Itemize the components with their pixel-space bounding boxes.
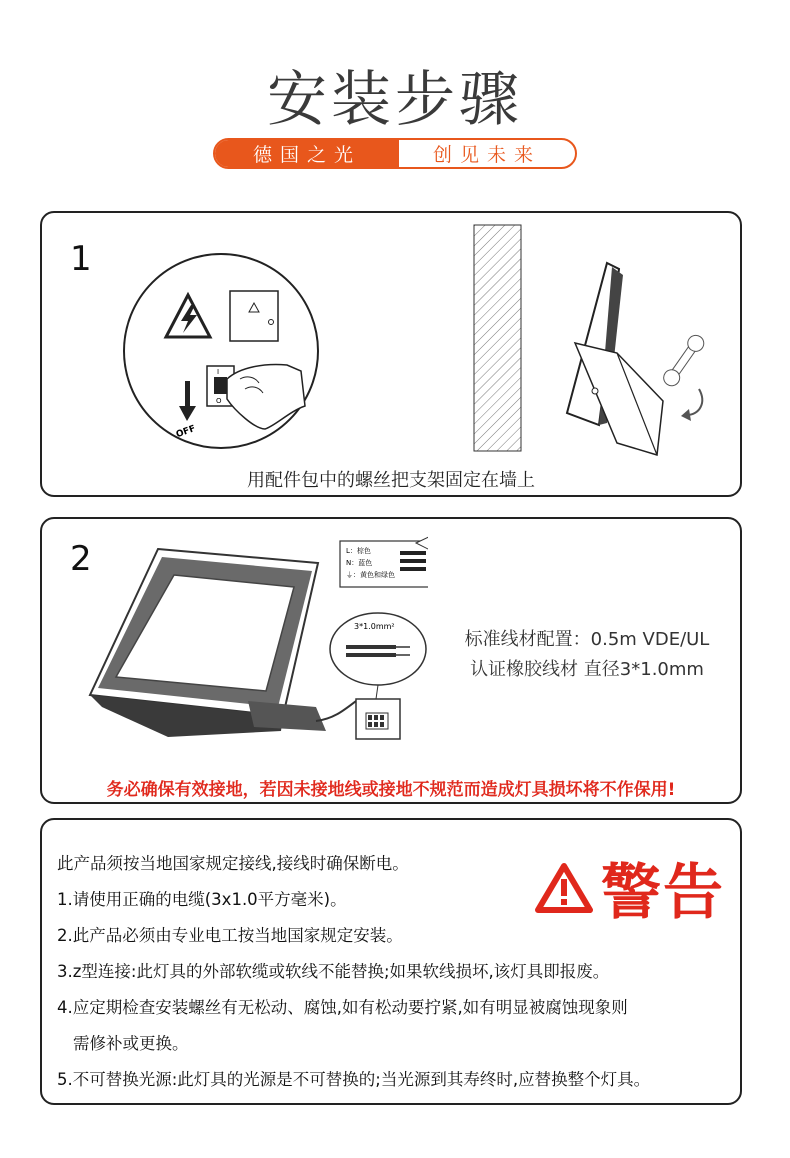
- warning-line-2: 2.此产品必须由专业电工按当地国家规定安装。: [57, 926, 403, 945]
- step1-caption: 用配件包中的螺丝把支架固定在墙上: [247, 470, 535, 491]
- warning-line-1: 1.请使用正确的电缆(3x1.0平方毫米)。: [57, 890, 347, 909]
- cable-spec-label: 3*1.0mm²: [354, 622, 395, 631]
- off-label: OFF: [174, 423, 198, 441]
- step1-number: 1: [70, 239, 92, 279]
- warning-line-4-cont: 需修补或更换。: [73, 1034, 189, 1053]
- wall: [474, 225, 521, 451]
- warning-panel: [40, 818, 742, 1105]
- wire-legend-ground: ⏚：黄色和绿色: [346, 571, 395, 579]
- slogan-left: 德国之光: [215, 140, 399, 167]
- wire-legend-n: N：蓝色: [346, 559, 373, 567]
- page-title: 安装步骤: [267, 65, 523, 135]
- warning-list: [57, 846, 737, 1098]
- switch-off-label: O: [216, 397, 222, 405]
- warning-line-3: 3.z型连接:此灯具的外部软缆或软线不能替换;如果软线损坏,该灯具即报废。: [57, 962, 610, 981]
- wall-mount-illustration: [467, 223, 717, 468]
- cable-spec-line1: 标准线材配置：0.5m VDE/UL: [464, 629, 710, 650]
- wiring-illustration: [78, 531, 428, 767]
- warning-line-5: 5.不可替换光源:此灯具的光源是不可替换的;当光源到其寿终时,应替换整个灯具。: [57, 1070, 651, 1089]
- electrical-panel-icon: [230, 291, 278, 341]
- switch-on-label: I: [217, 368, 220, 376]
- wire-legend-l: L：棕色: [346, 547, 371, 555]
- power-off-illustration: [115, 251, 327, 451]
- step1-panel: [40, 211, 742, 497]
- warning-title: 警告: [601, 858, 725, 928]
- warning-line-4: 4.应定期检查安装螺丝有无松动、腐蚀,如有松动要拧紧,如有明显被腐蚀现象则: [57, 998, 628, 1017]
- floodlight-side-view: [567, 263, 663, 455]
- cable: [316, 701, 356, 721]
- grounding-warning: 务必确保有效接地，若因未接地线或接地不规范而造成灯具损坏将不作保用!: [106, 780, 676, 800]
- warning-line-intro: 此产品须按当地国家规定接线,接线时确保断电。: [57, 854, 409, 873]
- wrench-icon: [661, 332, 707, 389]
- step2-number: 2: [70, 539, 92, 579]
- step2-panel: [40, 517, 742, 804]
- cable-spec-line2: 认证橡胶线材 直径3*1.0mm: [470, 659, 704, 680]
- slogan-banner: [213, 138, 577, 169]
- floodlight-front-view: [90, 549, 326, 737]
- slogan-right: 创见未来: [432, 144, 541, 166]
